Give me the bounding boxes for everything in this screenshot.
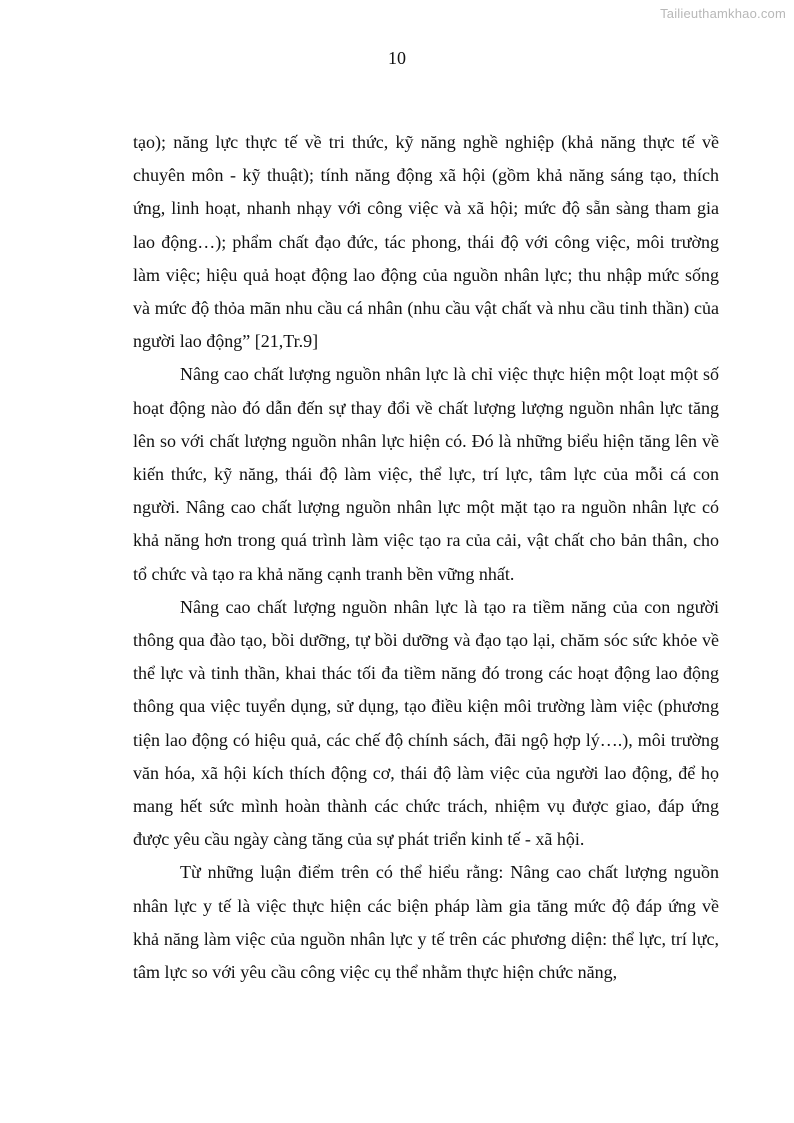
document-body	[133, 126, 719, 989]
paragraph-continuation: tạo); năng lực thực tế về tri thức, kỹ năng nghề nghiệp (khả năng thực tế về chuyên môn - kỹ thuật); tính năng động xã hội (gồm khả năng sáng tạo, thích ứng, linh hoạt, nhanh nhạy với công việc và xã hội; mức độ sẵn sàng tham gia lao động…); phẩm chất đạo đức, tác phong, thái độ với công việc, môi trường làm việc; hiệu quả hoạt động lao động của nguồn nhân lực; thu nhập mức sống và mức độ thỏa mãn nhu cầu cá nhân (nhu cầu vật chất và nhu cầu tinh thần) của người lao động” [21,Tr.9]	[133, 132, 719, 352]
paragraph: Nâng cao chất lượng nguồn nhân lực là tạo ra tiềm năng của con người thông qua đào tạo, bồi dưỡng, tự bồi dưỡng và đạo tạo lại, chăm sóc sức khỏe về thể lực và tinh thần, khai thác tối đa tiềm năng đó trong các hoạt động lao động thông qua việc tuyển dụng, sử dụng, tạo điều kiện môi trường làm việc (phương tiện lao động có hiệu quả, các chế độ chính sách, đãi ngộ hợp lý….), môi trường văn hóa, xã hội kích thích động cơ, thái độ làm việc của người lao động, để họ mang hết sức mình hoàn thành các chức trách, nhiệm vụ được giao, đáp ứng được yêu cầu ngày càng tăng của sự phát triển kinh tế - xã hội.	[133, 596, 719, 850]
watermark: Tailieuthamkhao.com	[660, 6, 786, 21]
paragraph: Nâng cao chất lượng nguồn nhân lực là chỉ việc thực hiện một loạt một số hoạt động nào đó dẫn đến sự thay đổi về chất lượng lượng nguồn nhân lực tăng lên so với chất lượng nguồn nhân lực hiện có. Đó là những biểu hiện tăng lên về kiến thức, kỹ năng, thái độ làm việc, thể lực, trí lực, tâm lực của mỗi cá con người. Nâng cao chất lượng nguồn nhân lực một mặt tạo ra nguồn nhân lực có khả năng hơn trong quá trình làm việc tạo ra của cải, vật chất cho bản thân, cho tổ chức và tạo ra khả năng cạnh tranh bền vững nhất.	[133, 364, 719, 584]
page-number: 10	[388, 48, 406, 68]
paragraph: Từ những luận điểm trên có thể hiểu rằng: Nâng cao chất lượng nguồn nhân lực y tế là việc thực hiện các biện pháp làm gia tăng mức độ đáp ứng về khả năng làm việc của nguồn nhân lực y tế trên các phương diện: thể lực, trí lực, tâm lực so với yêu cầu công việc cụ thể nhằm thực hiện chức năng,	[133, 862, 719, 983]
